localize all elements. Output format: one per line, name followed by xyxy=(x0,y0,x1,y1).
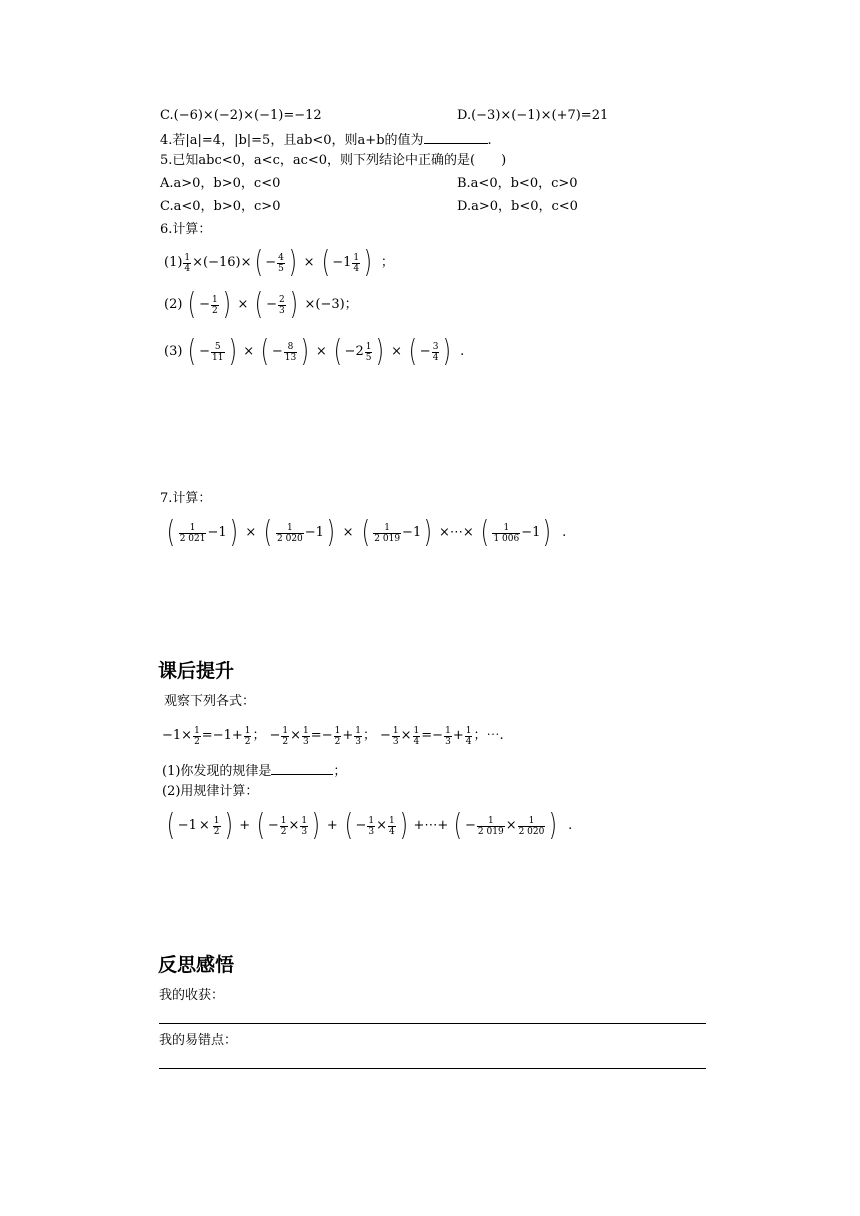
q5-option-d: D.a>0，b<0，c<0 xyxy=(457,199,578,214)
q4-question xyxy=(160,131,492,149)
fraction: $\frac{1}{4}$ xyxy=(353,252,360,274)
observation-formulas: −1× $\frac{1}{2}$ =−1+ $\frac{1}{2}$ ； − $\frac{1}{2}$ × $\frac{1}{3}$ = − $\frac{1}{2}$ + $\frac{1}{3}$ ； − $\frac{1}{3}$ × $\frac{1}{4}$ = − $\frac{1}{3}$ + $\frac{1}{4}$ ；⋯. xyxy=(162,725,504,747)
right-paren: ) xyxy=(289,287,298,322)
right-paren: ) xyxy=(423,515,433,550)
right-paren: ) xyxy=(288,245,297,280)
q7-title: 7.计算： xyxy=(160,491,212,506)
fraction: $\frac{1}{3}$ xyxy=(392,725,399,747)
left-paren: ( xyxy=(454,808,463,843)
q5-option-a: A.a>0，b>0，c<0 xyxy=(160,176,281,191)
fraction: $\frac{1}{4}$ xyxy=(389,815,395,837)
right-paren: ) xyxy=(300,334,310,369)
section-title-after-class: 课后提升 xyxy=(158,660,235,682)
q4-stem: 4.若|a|=4，|b|=5，且ab<0，则a+b的值为 xyxy=(160,133,424,148)
q4-answer-blank[interactable] xyxy=(424,131,488,144)
q5-stem: 5.已知abc<0，a<c，ac<0，则下列结论中正确的是( ) xyxy=(160,153,507,168)
left-paren: ( xyxy=(333,334,342,369)
fraction: $\frac{1}{2}$ xyxy=(282,725,289,747)
fraction: $\frac{8}{13}$ xyxy=(284,341,297,363)
q6-part-3: (3) ( − $\frac{5}{11}$ ) × ( − $\frac{8}{13}$ ) × ( −2 $\frac{1}{5}$ ) × ( − $\frac{3}{4}$ ) . xyxy=(164,334,465,369)
q4-period: . xyxy=(487,133,492,148)
pattern-calc-expression: ( −1 × $\frac{1}{2}$ ) + ( − $\frac{1}{2}$ × $\frac{1}{3}$ ) + ( − $\frac{1}{3}$ × $\frac{1}{4}$ ) +⋯+ ( − $\frac{1}{2 019}$ × $\frac{1}{2 020}$ ) . xyxy=(166,808,573,843)
pattern-question-label: (1)你发现的规律是 xyxy=(162,764,272,779)
fraction: $\frac{4}{5}$ xyxy=(278,252,284,274)
fraction: $\frac{1}{2 020}$ xyxy=(518,815,545,837)
right-paren: ) xyxy=(311,808,321,843)
fraction: $\frac{1}{2 020}$ xyxy=(277,522,303,544)
gains-writing-line[interactable] xyxy=(159,1023,706,1024)
fraction: $\frac{1}{2}$ xyxy=(280,815,287,837)
left-paren: ( xyxy=(188,287,197,322)
q6-part-2: (2) ( − $\frac{1}{2}$ ) × ( − $\frac{2}{3}$ ) ×(−3)； xyxy=(164,287,358,322)
right-paren: ) xyxy=(224,808,233,843)
section-title-reflection: 反思感悟 xyxy=(158,954,235,976)
fraction: $\frac{1}{4}$ xyxy=(184,252,191,274)
fraction: $\frac{1}{3}$ xyxy=(355,725,361,747)
left-paren: ( xyxy=(408,334,418,369)
left-paren: ( xyxy=(361,515,370,550)
q5-option-b: B.a<0，b<0，c>0 xyxy=(457,176,578,191)
left-paren: ( xyxy=(166,808,175,843)
right-paren: ) xyxy=(326,515,335,550)
fraction: $\frac{1}{2}$ xyxy=(244,725,251,747)
right-paren: ) xyxy=(376,334,385,369)
left-paren: ( xyxy=(321,245,330,280)
fraction: $\frac{2}{3}$ xyxy=(279,294,285,316)
left-paren: ( xyxy=(254,245,263,280)
fraction: $\frac{1}{4}$ xyxy=(413,725,420,747)
q7-expression: ( $\frac{1}{2 021}$ −1 ) × ( $\frac{1}{2 020}$ −1 ) × ( $\frac{1}{2 019}$ −1 ) ×⋯× ( $\frac{1}{1 006}$ −1 ) . xyxy=(166,515,567,550)
calc-question: (2)用规律计算： xyxy=(162,784,259,799)
fraction: $\frac{1}{2}$ xyxy=(334,725,341,747)
left-paren: ( xyxy=(255,287,264,322)
left-paren: ( xyxy=(260,334,270,369)
q6-p1-label: (1) xyxy=(164,255,183,270)
q5-option-c: C.a<0，b>0，c>0 xyxy=(160,199,281,214)
fraction: $\frac{1}{4}$ xyxy=(465,725,472,747)
left-paren: ( xyxy=(166,515,175,550)
right-paren: ) xyxy=(222,287,231,322)
left-paren: ( xyxy=(256,808,266,843)
q3-option-c: C.(−6)×(−2)×(−1)=−12 xyxy=(160,108,322,123)
fraction: $\frac{1}{2}$ xyxy=(194,725,200,747)
fraction: $\frac{1}{3}$ xyxy=(303,725,309,747)
right-paren: ) xyxy=(229,515,238,550)
right-paren: ) xyxy=(399,808,408,843)
mistakes-writing-line[interactable] xyxy=(159,1068,706,1069)
q6-p3-label: (3) xyxy=(164,344,183,359)
right-paren: ) xyxy=(443,334,452,369)
left-paren: ( xyxy=(480,515,489,550)
fraction: $\frac{1}{2 019}$ xyxy=(374,522,401,544)
q6-p1-term: ×(−16)× xyxy=(192,255,252,270)
q6-p2-label: (2) xyxy=(164,297,183,312)
q6-part-1: (1) $\frac{1}{4}$ ×(−16)× ( − $\frac{4}{5}$ ) × ( −1 $\frac{1}{4}$ ) ； xyxy=(164,245,394,280)
right-paren: ) xyxy=(549,808,558,843)
fraction: $\frac{1}{2 019}$ xyxy=(477,815,504,837)
pattern-question: (1)你发现的规律是 ； xyxy=(162,764,347,779)
my-gains-label: 我的收获： xyxy=(159,988,225,1003)
right-paren: ) xyxy=(543,515,552,550)
q3-option-d: D.(−3)×(−1)×(+7)=21 xyxy=(457,108,609,123)
fraction: $\frac{1}{5}$ xyxy=(365,341,372,363)
left-paren: ( xyxy=(264,515,273,550)
fraction: $\frac{3}{4}$ xyxy=(432,341,439,363)
left-paren: ( xyxy=(188,334,197,369)
fraction: $\frac{1}{2 021}$ xyxy=(179,522,206,544)
q6-title: 6.计算： xyxy=(160,222,212,237)
left-paren: ( xyxy=(344,808,353,843)
right-paren: ) xyxy=(363,245,373,280)
pattern-answer-blank[interactable] xyxy=(271,762,333,775)
fraction: $\frac{1}{1 006}$ xyxy=(493,522,520,544)
my-mistakes-label: 我的易错点： xyxy=(159,1033,238,1048)
observe-intro: 观察下列各式： xyxy=(164,694,256,709)
fraction: $\frac{1}{2}$ xyxy=(213,815,220,837)
fraction: $\frac{1}{2}$ xyxy=(212,294,218,316)
fraction: $\frac{1}{3}$ xyxy=(301,815,308,837)
fraction: $\frac{1}{3}$ xyxy=(445,725,451,747)
fraction: $\frac{1}{3}$ xyxy=(368,815,375,837)
fraction: $\frac{5}{11}$ xyxy=(212,341,224,363)
right-paren: ) xyxy=(228,334,237,369)
